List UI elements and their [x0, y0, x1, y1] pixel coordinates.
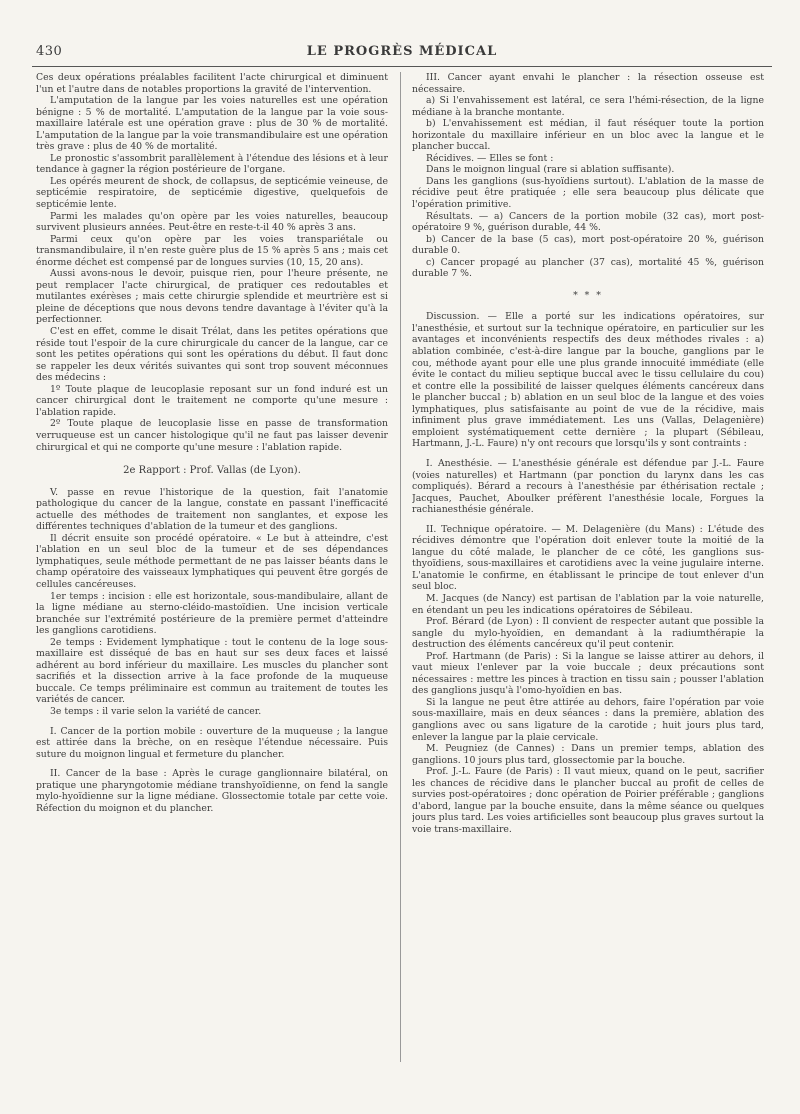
paragraph: Dans les ganglions (sus-hyoïdiens surtout). L'ablation de la masse de récidive peut être pratiquée ; elle sera beaucoup plus délicate que l'opération primitive. — [412, 175, 764, 211]
paragraph: Prof. Bérard (de Lyon) : Il convient de respecter autant que possible la sangle du mylo-hyoïdien, en demandant à la radiumthérapie la destruction des éléments cancéreux qu'il peut contenir. — [412, 616, 764, 651]
paragraph: Récidives. — Elles se font : — [426, 152, 554, 164]
paragraph: I. Cancer de la portion mobile : ouverture de la muqueuse ; la langue est attirée dans la brèche, on en resèque l'étendue nécessaire. Puis suture du moignon lingual et fermeture du plancher. — [36, 725, 388, 760]
paragraph: L'amputation de la langue par les voies naturelles est une opération bénigne : 5 % de mortalité. L'amputation de la langue par la voie sous-maxillaire latérale est une opération grave : plus de 30 % de mortalité. L'amputation de la langue par la voie transmandibulaire est une opération très grave : plus de 40 % de mortalité. — [36, 95, 388, 153]
paragraph: 1er temps : incision : elle est horizontale, sous-mandibulaire, allant de la ligne médiane au sterno-cléido-mastoïdien. Une incision verticale branchée sur l'extrémité postérieure de la première permet d'atteindre les ganglions carotidiens. — [36, 590, 388, 637]
page-number: 430 — [36, 44, 63, 59]
journal-title: LE PROGRÈS MÉDICAL — [306, 44, 498, 59]
paragraph: Le pronostic s'assombrit parallèlement à l'étendue des lésions et à leur tendance à gagner la région postérieure de l'organe. — [36, 152, 388, 176]
paragraph: M. Jacques (de Nancy) est partisan de l'ablation par la voie naturelle, en étendant un peu les indications opératoires de Sébileau. — [412, 592, 764, 616]
paragraph: Aussi avons-nous le devoir, puisque rien, pour l'heure présente, ne peut remplacer l'acte chirurgical, de pratiquer ces redoutables et mutilantes exérèses ; mais cette chirurgie splendide et meurtrière est si pleine de déceptions que nous devons tendre davantage à l'éviter qu'à la perfectionner. — [36, 268, 388, 326]
paragraph: Ces deux opérations préalables facilitent l'acte chirurgical et diminuent l'un et l'autre dans de notables proportions la gravité de l'intervention. — [36, 72, 388, 95]
paragraph: c) Cancer propagé au plancher (37 cas), mortalité 45 %, guérison durable 7 %. — [412, 256, 764, 280]
paragraph: Il décrit ensuite son procédé opératoire. « Le but à atteindre, c'est l'ablation en un seul bloc de la tumeur et de ses dépendances lymphatiques, seule méthode permettant de ne pas laisser béants dans le champ opératoire des vaisseaux lymphatiques qui peuvent être gorgés de cellules cancéreuses. — [36, 532, 388, 590]
paragraph: Discussion. — Elle a porté sur les indications opératoires, sur l'anesthésie, et surtout sur la technique opératoire, en particulier sur les avantages et inconvénients respectifs des deux méthodes rivales : a) ablation combinée, c'est-à-dire langue par la bouche, ganglions par le cou, méthode ayant pour elle une plus grande innocuité immédiate (elle évite le contact du milieu septique buccal avec le tissu cellulaire du cou) et contre elle la possibilité de laisser quelques éléments cancéreux dans le plancher buccal ; b) ablation en un seul bloc de la langue et des voies lymphatiques, plus satisfaisante au point de vue de la récidive, mais infiniment plus grave immédiatement. Les uns (Vallas, Delagenière) emploient systématiquement cette dernière ; la plupart (Sébileau, Hartmann, J.-L. Faure) n'y ont recours que lorsqu'ils y sont contraints : — [412, 311, 764, 450]
paragraph: b) L'envahissement est médian, il faut réséquer toute la portion horizontale du maxillaire inférieur en un bloc avec la langue et le plancher buccal. — [412, 118, 764, 153]
paragraph: V. passe en revue l'historique de la question, fait l'anatomie pathologique du cancer de la langue, constate en passant l'inefficacité actuelle des méthodes de traitement non sanglantes, et expose les différentes techniques d'ablation de la tumeur et des ganglions. — [36, 486, 388, 533]
spacer — [36, 718, 388, 726]
spacer — [412, 450, 764, 458]
paragraph: C'est en effet, comme le disait Trélat, dans les petites opérations que réside tout l'espoir de la cure chirurgicale du cancer de la langue, car ce sont les petites opérations qui sont les opérations du début. Il faut donc se rappeler les deux vérités suivantes qui sont trop souvent méconnues des médecins : — [36, 326, 388, 384]
paragraph: III. Cancer ayant envahi le plancher : la résection osseuse est nécessaire. — [412, 72, 764, 95]
paragraph: Prof. J.-L. Faure (de Paris) : Il vaut mieux, quand on le peut, sacrifier les chances de récidive dans le plancher buccal au profit de celles de survies post-opératoires ; donc opération de Poirier préférable ; ganglions d'abord, langue par la bouche ensuite, dans la même séance ou quelques jours plus tard. Les voies artificielles sont beaucoup plus graves surtout la voie trans-maxillaire. — [412, 766, 764, 835]
column-divider — [400, 72, 401, 1062]
paragraph: Si la langue ne peut être attirée au dehors, faire l'opération par voie sous-maxillaire, mais en deux séances : dans la première, ablation des ganglions avec ou sans ligature de la carotide ; huit jours plus tard, enlever la langue par la plaie cervicale. — [412, 696, 764, 743]
paragraph: 2e temps : Evidement lymphatique : tout le contenu de la loge sous-maxillaire est disséqué de bas en haut sur ses deux faces et laissé adhérent au bord inférieur du maxillaire. Les muscles du plancher sont sacrifiés et la dissection arrive à la face profonde de la muqueuse buccale. Ce temps préliminaire est commun au traitement de toutes les variétés de cancer. — [36, 636, 388, 706]
paragraph: 3e temps : il varie selon la variété de cancer. — [50, 705, 262, 717]
paragraph: Prof. Hartmann (de Paris) : Si la langue se laisse attirer au dehors, il vaut mieux l'enlever par la voie buccale ; deux précautions sont nécessaires : mettre les pinces à traction en tissu sain ; pousser l'ablation des ganglions jusqu'à l'omo-hyoïdien en bas. — [412, 650, 764, 697]
rapport-heading: 2e Rapport : Prof. Vallas (de Lyon). — [123, 465, 301, 477]
page-header — [32, 40, 772, 64]
paragraph: 2º Toute plaque de leucoplasie lisse en passe de transformation verruqueuse est un cancer histologique qu'il ne faut pas laisser devenir chirurgical et qui ne comporte qu'une mesure : l'ablation rapide. — [36, 418, 388, 453]
paragraph: Dans le moignon lingual (rare si ablation suffisante). — [426, 164, 675, 176]
paragraph: Résultats. — a) Cancers de la portion mobile (32 cas), mort post-opératoire 9 %, guérison durable, 44 %. — [412, 210, 764, 234]
paragraph: II. Cancer de la base : Après le curage ganglionnaire bilatéral, on pratique une pharyngotomie médiane transhyoïdienne, on fend la sangle mylo-hyoïdienne sur la ligne médiane. Glossectomie totale par cette voie. Réfection du moignon et du plancher. — [36, 768, 388, 814]
right-column — [412, 72, 764, 1072]
paragraph: a) Si l'envahissement est latéral, ce sera l'hémi-résection, de la ligne médiane à la branche montante. — [412, 95, 764, 118]
paragraph: Parmi ceux qu'on opère par les voies transpariétale ou transmandibulaire, il n'en reste guère plus de 15 % après 5 ans ; mais cet énorme déchet est compensé par de longues survies (10, 15, 20 ans). — [36, 233, 388, 268]
paragraph: b) Cancer de la base (5 cas), mort post-opératoire 20 %, guérison durable 0. — [412, 233, 764, 257]
spacer — [36, 760, 388, 768]
paragraph: 1º Toute plaque de leucoplasie reposant sur un fond induré est un cancer chirurgical dont le traitement ne comporte qu'une mesure : l'ablation rapide. — [36, 383, 388, 418]
section-separator-stars: * * * — [573, 289, 603, 301]
paragraph: M. Peugniez (de Cannes) : Dans un premier temps, ablation des ganglions. 10 jours plus tard, glossectomie par la bouche. — [412, 743, 764, 766]
paragraph: Parmi les malades qu'on opère par les voies naturelles, beaucoup survivent plusieurs années. Peut-être en reste-t-il 40 % après 3 ans. — [36, 210, 388, 234]
header-rule — [32, 66, 772, 67]
paragraph: Les opérés meurent de shock, de collapsus, de septicémie veineuse, de septicémie respiratoire, de septicémie digestive, quelquefois de septicémie lente. — [36, 175, 388, 211]
paragraph: I. Anesthésie. — L'anesthésie générale est défendue par J.-L. Faure (voies naturelles) et Hartmann (par ponction du larynx dans les cas compliqués). Bérard a recours à l'anesthésie par éthérisation rectale ; Jacques, Pauchet, Aboulker préfèrent l'anesthésie locale, Forgues la rachianesthésie générale. — [412, 457, 764, 516]
spacer — [412, 516, 764, 524]
paragraph: II. Technique opératoire. — M. Delagenière (du Mans) : L'étude des récidives démontre que l'opération doit enlever toute la moitié de la langue du côté malade, le plancher de ce côté, les ganglions sus-thyoïdiens, sous-maxillaires et carotidiens avec la veine jugulaire interne. L'anatomie le confirme, en établissant le principe de tout enlever d'un seul bloc. — [412, 523, 764, 593]
left-column — [36, 72, 388, 1072]
